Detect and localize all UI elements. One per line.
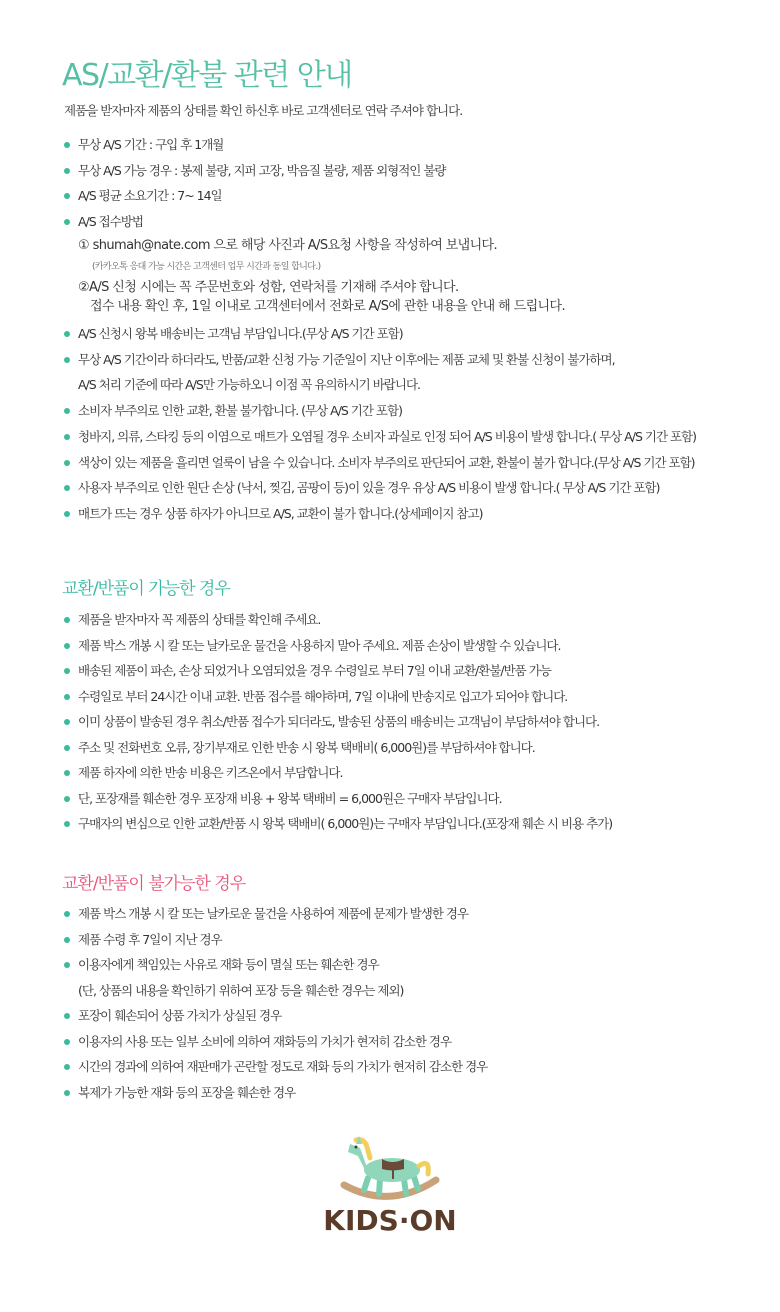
- intro-text: 제품을 받자마자 제품의 상태를 확인 하신후 바로 고객센터로 연락 주셔야 합니다.: [64, 103, 463, 118]
- as-method-note: (카카오톡 응대 가능 시간은 고객센터 업무 시간과 동일 합니다.): [92, 262, 321, 272]
- as-method-order: ②A/S 신청 시에는 꼭 주문번호와 성함, 연락처를 기재해 주셔야 합니다.: [78, 280, 459, 295]
- bullet-icon: [64, 617, 70, 623]
- list-item: A/S 신청시 왕복 배송비는 고객님 부담입니다.(무상 A/S 기간 포함): [64, 326, 403, 342]
- list-item: 시간의 경과에 의하여 재판매가 곤란할 정도로 재화 등의 가치가 현저히 감소한 경우: [64, 1059, 487, 1075]
- list-item: 수령일로 부터 24시간 이내 교환. 반품 접수를 해야하며, 7일 이내에 반송지로 입고가 되어야 합니다.: [64, 689, 567, 705]
- list-item: 제품 수령 후 7일이 지난 경우: [64, 932, 222, 948]
- rocking-horse-icon: [310, 1132, 470, 1207]
- list-item: 이용자에게 책임있는 사유로 재화 등이 멸실 또는 훼손한 경우: [64, 957, 379, 973]
- list-item: 색상이 있는 제품을 흘리면 얼룩이 남을 수 있습니다. 소비자 부주의로 판단되어 교환, 환불이 불가 합니다.(무상 A/S 기간 포함): [64, 455, 695, 471]
- list-item-continuation: (단, 상품의 내용을 확인하기 위하여 포장 등을 훼손한 경우는 제외): [78, 983, 404, 998]
- bullet-icon: [64, 937, 70, 943]
- bullet-icon: [64, 193, 70, 199]
- list-item: 무상 A/S 가능 경우 : 봉제 불량, 지퍼 고장, 박음질 불량, 제품 외형적인 불량: [64, 163, 446, 179]
- bullet-icon: [64, 1013, 70, 1019]
- brand-logo: [310, 1132, 470, 1247]
- list-item: 제품 박스 개봉 시 칼 또는 날카로운 물건을 사용하여 제품에 문제가 발생한 경우: [64, 906, 468, 922]
- bullet-icon: [64, 643, 70, 649]
- bullet-icon: [64, 1090, 70, 1096]
- list-item: 사용자 부주의로 인한 원단 손상 (낙서, 찢김, 곰팡이 등)이 있을 경우 유상 A/S 비용이 발생 합니다.( 무상 A/S 기간 포함): [64, 480, 659, 496]
- section-title-possible: 교환/반품이 가능한 경우: [62, 579, 230, 599]
- bullet-icon: [64, 745, 70, 751]
- bullet-icon: [64, 460, 70, 466]
- list-item: 주소 및 전화번호 오류, 장기부재로 인한 반송 시 왕복 택배비( 6,000원)를 부담하셔야 합니다.: [64, 740, 535, 756]
- bullet-icon: [64, 142, 70, 148]
- bullet-icon: [64, 408, 70, 414]
- list-item: 배송된 제품이 파손, 손상 되었거나 오염되었을 경우 수령일로 부터 7일 이내 교환/환불/반품 가능: [64, 663, 551, 679]
- as-method-email: ① shumah@nate.com 으로 해당 사진과 A/S요청 사항을 작성하여 보냅니다.: [78, 238, 498, 253]
- list-item: 제품을 받자마자 꼭 제품의 상태를 확인해 주세요.: [64, 612, 320, 628]
- bullet-icon: [64, 821, 70, 827]
- bullet-icon: [64, 331, 70, 337]
- list-item-continuation: A/S 처리 기준에 따라 A/S만 가능하오니 이점 꼭 유의하시기 바랍니다.: [78, 377, 421, 392]
- bullet-icon: [64, 485, 70, 491]
- list-item: 포장이 훼손되어 상품 가치가 상실된 경우: [64, 1008, 281, 1024]
- list-item: 구매자의 변심으로 인한 교환/반품 시 왕복 택배비( 6,000원)는 구매자 부담입니다.(포장재 훼손 시 비용 추가): [64, 816, 612, 832]
- list-item: 무상 A/S 기간이라 하더라도, 반품/교환 신청 가능 기준일이 지난 이후에는 제품 교체 및 환불 신청이 불가하며,: [64, 352, 615, 368]
- list-item: 단, 포장재를 훼손한 경우 포장재 비용 + 왕복 택배비 = 6,000원은 구매자 부담입니다.: [64, 791, 502, 807]
- bullet-icon: [64, 511, 70, 517]
- bullet-icon: [64, 434, 70, 440]
- bullet-icon: [64, 1039, 70, 1045]
- bullet-icon: [64, 694, 70, 700]
- brand-name: KIDS·ON: [323, 1204, 457, 1237]
- list-item: 소비자 부주의로 인한 교환, 환불 불가합니다. (무상 A/S 기간 포함): [64, 403, 402, 419]
- bullet-icon: [64, 668, 70, 674]
- list-item: 이미 상품이 발송된 경우 취소/반품 접수가 되더라도, 발송된 상품의 배송비는 고객님이 부담하셔야 합니다.: [64, 714, 599, 730]
- list-item: A/S 평균 소요기간 : 7~ 14일: [64, 188, 222, 204]
- list-item: 이용자의 사용 또는 일부 소비에 의하여 재화등의 가치가 현저히 감소한 경우: [64, 1034, 451, 1050]
- as-method-order-cont: 접수 내용 확인 후, 1일 이내로 고객센터에서 전화로 A/S에 관한 내용을 안내 해 드립니다.: [90, 299, 565, 314]
- bullet-icon: [64, 719, 70, 725]
- bullet-icon: [64, 357, 70, 363]
- list-item: A/S 접수방법: [64, 214, 143, 230]
- bullet-icon: [64, 770, 70, 776]
- list-item: 청바지, 의류, 스타킹 등의 이염으로 매트가 오염될 경우 소비자 과실로 인정 되어 A/S 비용이 발생 합니다.( 무상 A/S 기간 포함): [64, 429, 696, 445]
- bullet-icon: [64, 1064, 70, 1070]
- section-title-impossible: 교환/반품이 불가능한 경우: [62, 874, 246, 894]
- list-item: 제품 박스 개봉 시 칼 또는 날카로운 물건을 사용하지 말아 주세요. 제품 손상이 발생할 수 있습니다.: [64, 638, 560, 654]
- list-item: 매트가 뜨는 경우 상품 하자가 아니므로 A/S, 교환이 불가 합니다.(상세페이지 참고): [64, 506, 482, 522]
- bullet-icon: [64, 962, 70, 968]
- bullet-icon: [64, 911, 70, 917]
- bullet-icon: [64, 796, 70, 802]
- bullet-icon: [64, 219, 70, 225]
- bullet-icon: [64, 168, 70, 174]
- list-item: 제품 하자에 의한 반송 비용은 키즈온에서 부담합니다.: [64, 765, 342, 781]
- list-item: 무상 A/S 기간 : 구입 후 1개월: [64, 137, 223, 153]
- page-title: AS/교환/환불 관련 안내: [62, 58, 352, 93]
- list-item: 복제가 가능한 재화 등의 포장을 훼손한 경우: [64, 1085, 295, 1101]
